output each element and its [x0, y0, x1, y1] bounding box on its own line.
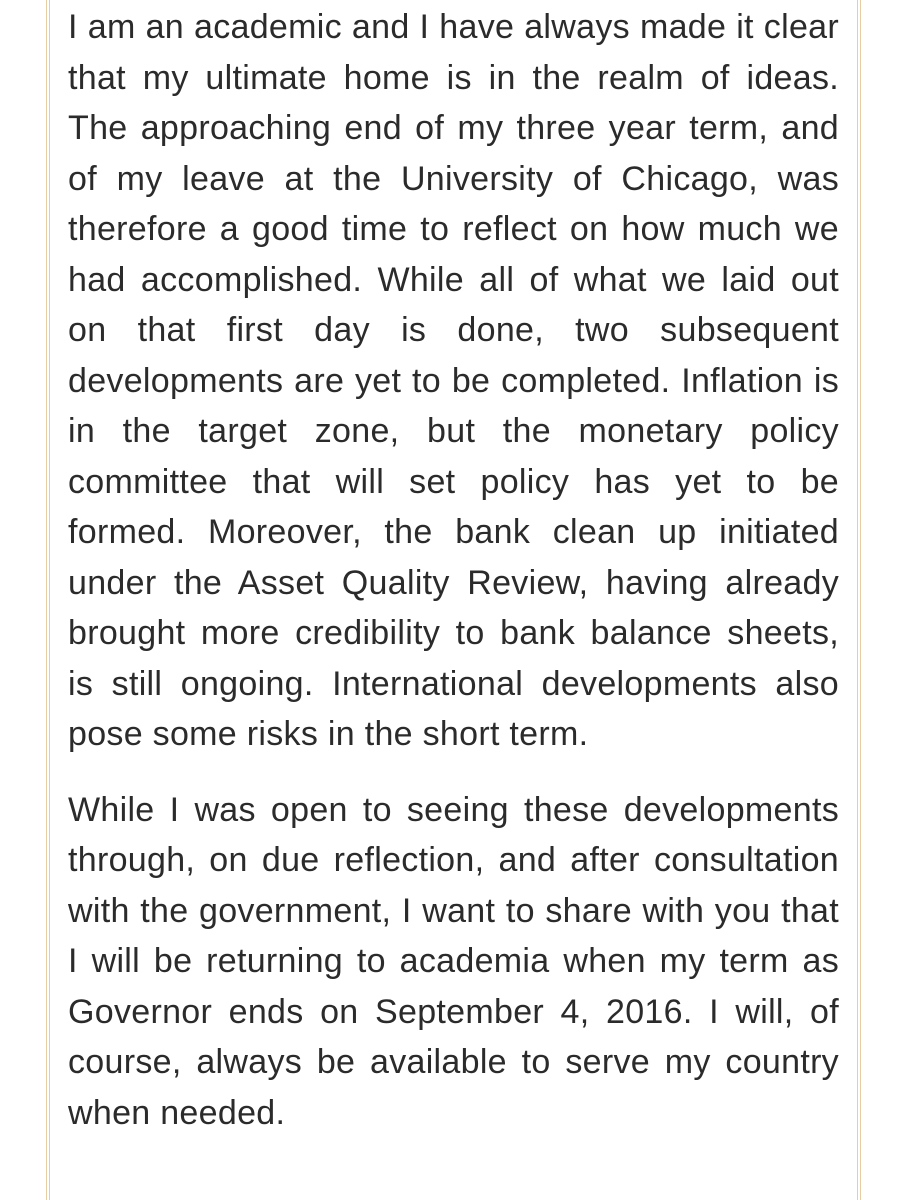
- paragraph-1: I am an academic and I have always made it clear that my ultimate home is in the realm of ideas. The approaching end of my three year term, and of my leave at the University of Chicago, was therefore a good time to reflect on how much we had accomplished. While all of what we laid out on that first day is done, two subsequent developments are yet to be completed. Inflation is in the target zone, but the monetary policy committee that will set policy has yet to be formed. Moreover, the bank clean up initiated under the Asset Quality Review, having already brought more credibility to bank balance sheets, is still ongoing. International developments also pose some risks in the short term.: [68, 8, 839, 753]
- left-border-rule: [46, 0, 50, 1200]
- letter-body: [68, 2, 839, 1138]
- paragraph-2: While I was open to seeing these developments through, on due reflection, and after consultation with the government, I want to share with you that I will be returning to academia when my term as Governor ends on September 4, 2016. I will, of course, always be available to serve my country when needed.: [68, 790, 839, 1132]
- right-border-rule: [857, 0, 861, 1200]
